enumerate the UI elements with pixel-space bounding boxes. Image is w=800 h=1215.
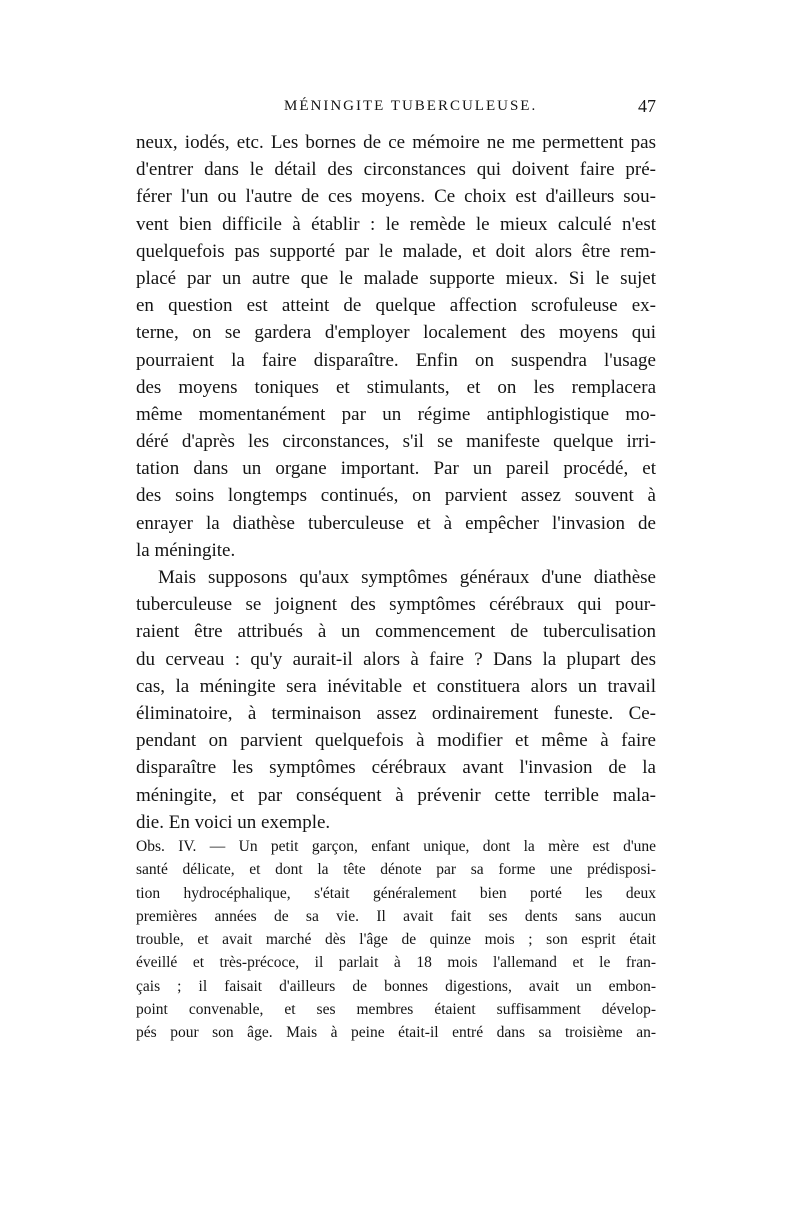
observation-line: çais ; il faisait d'ailleurs de bonnes digestions, avait un embon- bbox=[136, 977, 656, 995]
running-head bbox=[136, 96, 656, 120]
text-line: disparaître les symptômes cérébraux avant l'invasion de la bbox=[136, 757, 656, 779]
text-line: die. En voici un exemple. bbox=[136, 811, 331, 833]
text-line: Mais supposons qu'aux symptômes généraux d'une diathèse bbox=[158, 567, 656, 588]
observation-line: santé délicate, et dont la tête dénote par sa forme une prédisposi- bbox=[136, 861, 656, 879]
text-line: cas, la méningite sera inévitable et constituera alors un travail bbox=[136, 675, 656, 697]
text-line: d'entrer dans le détail des circonstances qui doivent faire pré- bbox=[136, 159, 656, 181]
text-line: des moyens toniques et stimulants, et on les remplacera bbox=[136, 376, 656, 398]
text-line: tation dans un organe important. Par un pareil procédé, et bbox=[136, 458, 656, 480]
text-line: raient être attribués à un commencement de tuberculisation bbox=[136, 621, 656, 643]
observation-line: éveillé et très-précoce, il parlait à 18 mois l'allemand et le fran- bbox=[136, 954, 656, 972]
text-line: quelquefois pas supporté par le malade, et doit alors être rem- bbox=[136, 240, 656, 262]
text-line: férer l'un ou l'autre de ces moyens. Ce choix est d'ailleurs sou- bbox=[136, 186, 656, 208]
observation-line: trouble, et avait marché dès l'âge de quinze mois ; son esprit était bbox=[136, 931, 656, 949]
text-line: déré d'après les circonstances, s'il se manifeste quelque irri- bbox=[136, 431, 656, 453]
running-head-title: MÉNINGITE TUBERCULEUSE. bbox=[284, 98, 538, 114]
page-number: 47 bbox=[638, 96, 656, 116]
body-text bbox=[136, 129, 656, 836]
text-line: la méningite. bbox=[136, 539, 236, 561]
text-line: neux, iodés, etc. Les bornes de ce mémoire ne me permettent pas bbox=[136, 132, 656, 153]
text-line: placé par un autre que le malade supporte mieux. Si le sujet bbox=[136, 267, 656, 289]
observation-line: Obs. IV. — Un petit garçon, enfant unique, dont la mère est d'une bbox=[136, 838, 656, 855]
text-line: pourraient la faire disparaître. Enfin on suspendra l'usage bbox=[136, 349, 656, 371]
observation-line: point convenable, et ses membres étaient suffisamment dévelop- bbox=[136, 1001, 656, 1019]
text-line: éliminatoire, à terminaison assez ordinairement funeste. Ce- bbox=[136, 702, 656, 724]
observation-line: premières années de sa vie. Il avait fait ses dents sans aucun bbox=[136, 907, 656, 925]
text-line: des soins longtemps continués, on parvient assez souvent à bbox=[136, 485, 656, 507]
text-line: du cerveau : qu'y aurait-il alors à faire ? Dans la plupart des bbox=[136, 648, 656, 670]
text-line: méningite, et par conséquent à prévenir cette terrible mala- bbox=[136, 784, 656, 806]
text-line: même momentanément par un régime antiphlogistique mo- bbox=[136, 403, 656, 425]
text-line: en question est atteint de quelque affection scrofuleuse ex- bbox=[136, 295, 656, 317]
text-line: enrayer la diathèse tuberculeuse et à empêcher l'invasion de bbox=[136, 512, 656, 534]
text-line: terne, on se gardera d'employer localement des moyens qui bbox=[136, 322, 656, 344]
text-line: vent bien difficile à établir : le remède le mieux calculé n'est bbox=[136, 213, 656, 235]
observation-block bbox=[136, 835, 656, 1045]
text-line: pendant on parvient quelquefois à modifier et même à faire bbox=[136, 730, 656, 752]
text-line: tuberculeuse se joignent des symptômes cérébraux qui pour- bbox=[136, 594, 656, 616]
observation-line: pés pour son âge. Mais à peine était-il entré dans sa troisième an- bbox=[136, 1024, 656, 1042]
observation-line: tion hydrocéphalique, s'était généralement bien porté les deux bbox=[136, 884, 656, 902]
